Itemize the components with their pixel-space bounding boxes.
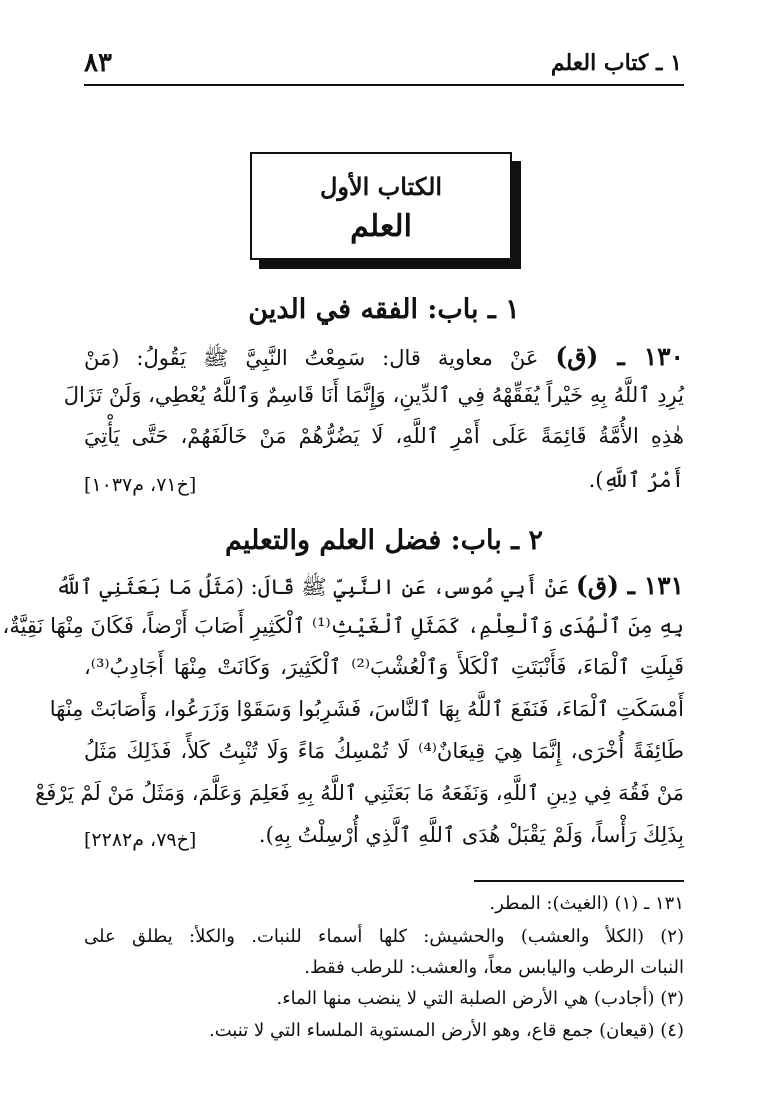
book-title-box <box>250 152 512 260</box>
hadith-text: عَنْ معاوية قال: سَمِعْتُ النَّبِيَّ ﷺ يَقُولُ: (مَنْ <box>84 346 539 370</box>
hadith-131-line-7: بِذَلِكَ رَأْساً، وَلَمْ يَقْبَلْ هُدَى ٱللَّهِ ٱلَّذِي أُرْسِلْتُ بِهِ). <box>258 823 684 847</box>
header-rule <box>84 84 684 86</box>
footnote-2-continued: النبات الرطب واليابس معاً، والعشب: للرطب فقط. <box>304 957 684 978</box>
hadith-130-line-3: هٰذِهِ الأُمَّةُ قَائِمَةً عَلَى أَمْرِ ٱللَّهِ، لَا يَضُرُّهُمْ مَنْ خَالَفَهُمْ، حَتَّى يَأْتِيَ <box>84 424 684 448</box>
hadith-130-line-1 <box>84 342 684 382</box>
footnote-2: (٢) (الكلأ والعشب) والحشيش: كلها أسماء للنبات. والكلأ: يطلق على <box>84 926 684 947</box>
running-header <box>84 44 682 80</box>
hadith-text: عَنْ أَبِي مُوسى، عَنِ النَّبِيِّ ﷺ قَالَ: (مَثَلُ مَا بَعَثَنِي ٱللَّهُ <box>55 575 570 599</box>
hadith-130-reference: [خ٧١، م١٠٣٧] <box>84 474 197 496</box>
hadith-131-line-4: أَمْسَكَتِ ٱلْمَاءَ، فَنَفَعَ ٱللَّهُ بِهَا ٱلنَّاسَ، فَشَرِبُوا وَسَقَوْا وَزَرَعُوا، وَأَصَابَتْ مِنْهَا <box>49 697 684 721</box>
running-title: ١ ـ كتاب العلم <box>550 50 682 76</box>
hadith-131-line-6: مَنْ فَقُهَ فِي دِينِ ٱللَّهِ، وَنَفَعَهُ مَا بَعَثَنِي ٱللَّهُ بِهِ فَعَلِمَ وَعَلَّمَ، وَمَثَلُ مَنْ لَمْ يَرْفَعْ <box>35 781 684 805</box>
hadith-number: ١٣٠ ـ (ق) <box>555 342 684 371</box>
hadith-number: ١٣١ ـ (ق) <box>575 571 684 600</box>
book-name: العلم <box>350 209 412 244</box>
chapter-heading-1: ١ ـ باب: الفقه في الدين <box>248 294 520 325</box>
footnote-1: ١٣١ ـ (١) (الغيث): المطر. <box>489 893 684 914</box>
chapter-heading-2: ٢ ـ باب: فضل العلم والتعليم <box>225 525 543 556</box>
page-number: ٨٣ <box>84 48 112 78</box>
hadith-131-line-2: بِهِ مِنَ ٱلْهُدَى وَٱلْعِلْمِ، كَمَثَلِ ٱلْغَيْثِ⁽¹⁾ ٱلْكَثِيرِ أَصَابَ أَرْضاً، فَكَانَ مِنْهَا نَقِيَّةٌ، <box>2 614 684 638</box>
hadith-130-line-4: أَمْرُ ٱللَّهِ). <box>588 468 684 492</box>
book-label: الكتاب الأول <box>319 172 443 201</box>
hadith-131-reference: [خ٧٩، م٢٢٨٢] <box>84 829 197 851</box>
hadith-131-line-5: طَائِفَةً أُخْرَى، إِنَّمَا هِيَ قِيعَانٌ⁽⁴⁾ لَا تُمْسِكُ مَاءً وَلَا تُنْبِتُ كَلأً، فَذَلِكَ مَثَلُ <box>84 739 684 763</box>
footnote-3: (٣) (أجادب) هي الأرض الصلبة التي لا ينضب منها الماء. <box>276 988 684 1009</box>
hadith-130-line-2: يُرِدِ ٱللَّهُ بِهِ خَيْراً يُفَقِّهْهُ فِي ٱلدِّينِ، وَإِنَّمَا أَنَا قَاسِمٌ وَٱللَّهُ يُعْطِي، وَلَنْ تَزَالَ <box>63 383 684 407</box>
footnote-rule <box>474 880 684 882</box>
footnote-4: (٤) (قيعان) جمع قاع، وهو الأرض المستوية الملساء التي لا تنبت. <box>208 1020 684 1041</box>
hadith-131-line-1 <box>55 571 684 611</box>
hadith-131-line-3: قَبِلَتِ ٱلْمَاءَ، فَأَنْبَتَتِ ٱلْكَلأَ وَٱلْعُشْبَ⁽²⁾ ٱلْكَثِيرَ، وَكَانَتْ مِنْهَا أَجَادِبُ⁽³⁾، <box>84 655 684 679</box>
